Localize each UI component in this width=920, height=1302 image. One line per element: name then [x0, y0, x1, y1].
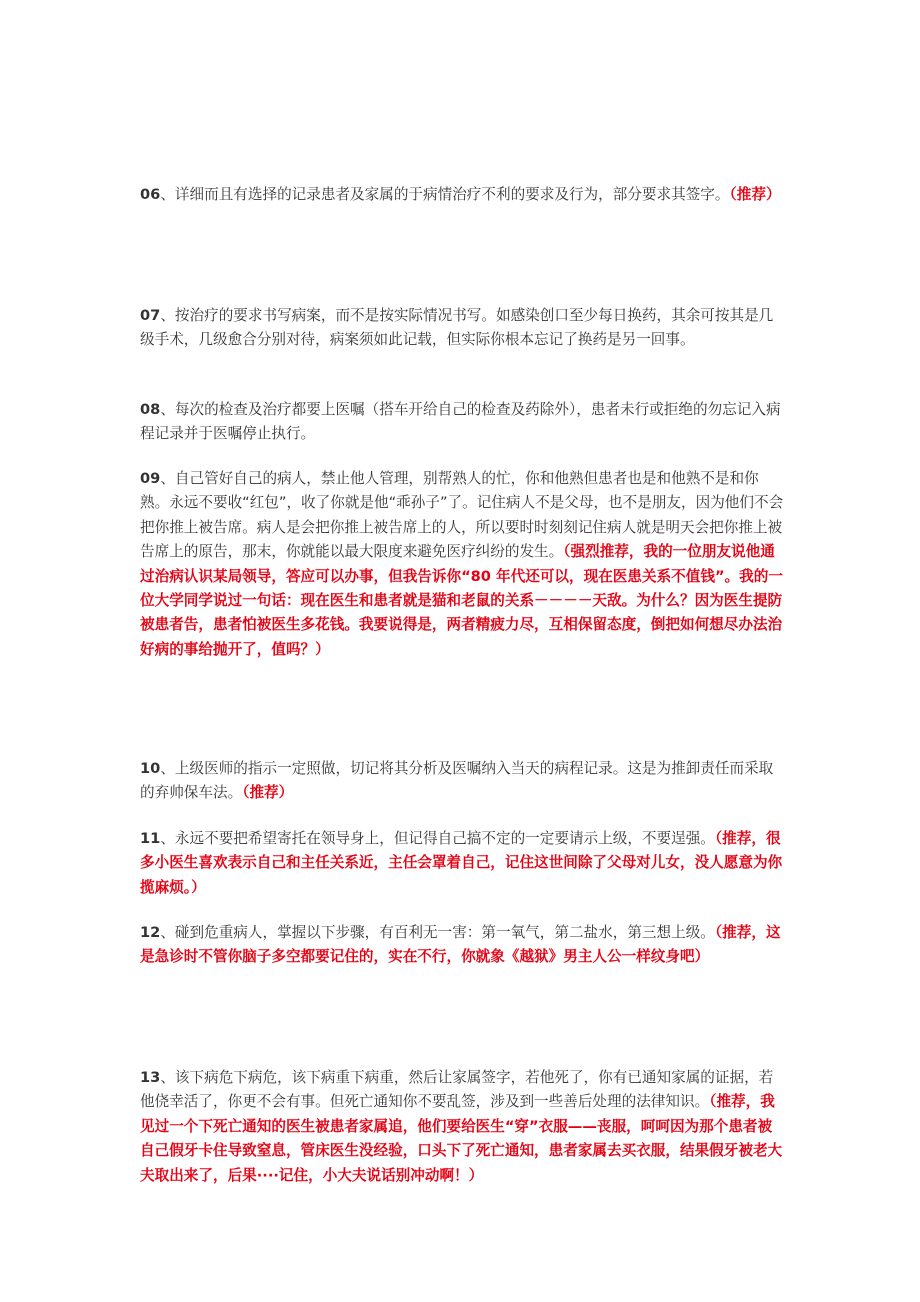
item-number: 11 — [140, 830, 161, 847]
item-note: （推荐） — [242, 784, 294, 802]
item-08 — [140, 398, 785, 447]
item-text: 、详细而且有选择的记录患者及家属的于病情治疗不利的要求及行为，部分要求其签字。 — [160, 186, 730, 203]
item-number: 08 — [140, 401, 161, 418]
item-number: 07 — [140, 307, 161, 324]
item-10 — [140, 757, 785, 806]
item-text: 、碰到危重病人，掌握以下步骤，有百利无一害：第一氧气，第二盐水，第三想上级。 — [160, 924, 715, 941]
item-number: 09 — [140, 470, 161, 487]
item-number: 06 — [140, 186, 161, 203]
item-number: 13 — [140, 1069, 161, 1086]
item-note: （强烈推荐，我的一位朋友说他通过治病认识某局领导，答应可以办事，但我告诉你“80 年代还可以，现在医患关系不值钱”。我的一位大学同学说过一句话：现在医生和患者就是猫和老鼠的关系－－－－天敌。为什么？因为医生提防被患者告，患者怕被医生多花钱。我要说得是，两者精疲力尽，互相保留态度，倒把如何想尽办法治好病的事给抛开了，值吗？） — [140, 543, 783, 658]
item-text: 、永远不要把希望寄托在领导身上，但记得自己搞不定的一定要请示上级，不要逞强。 — [160, 830, 715, 847]
item-text: 、上级医师的指示一定照做，切记将其分析及医嘱纳入当天的病程记录。这是为推卸责任而采取的弃帅保车法。 — [140, 760, 774, 802]
item-number: 10 — [140, 760, 161, 777]
item-note: （推荐，很多小医生喜欢表示自己和主任关系近，主任会罩着自己，记住这世间除了父母对儿女，没人愿意为你揽麻烦。） — [140, 830, 783, 896]
item-note: （推荐） — [729, 186, 781, 203]
item-06 — [140, 183, 785, 207]
item-13 — [140, 1066, 785, 1188]
item-09 — [140, 467, 785, 662]
item-text: 、每次的检查及治疗都要上医嘱（搭车开给自己的检查及药除外），患者未行或拒绝的勿忘记入病程记录并于医嘱停止执行。 — [140, 401, 781, 443]
item-number: 12 — [140, 924, 161, 941]
item-text: 、该下病危下病危，该下病重下病重，然后让家属签字，若他死了，你有已通知家属的证据，若他侥幸活了，你更不会有事。但死亡通知你不要乱签，涉及到一些善后处理的法律知识。 — [140, 1069, 774, 1111]
item-note: （推荐，这是急诊时不管你脑子多空都要记住的，实在不行，你就象《越狱》男主人公一样纹身吧） — [140, 924, 781, 966]
item-note: （推荐，我见过一个下死亡通知的医生被患者家属追，他们要给医生“穿”衣服——丧服，呵呵因为那个患者被自己假牙卡住导致窒息，管床医生没经验，口头下了死亡通知，患者家属去买衣服，结果假牙被老大夫取出来了，后果····记住，小大夫说话别冲动啊！） — [140, 1093, 783, 1184]
item-11 — [140, 827, 785, 900]
item-text: 、自己管好自己的病人，禁止他人管理，别帮熟人的忙，你和他熟但患者也是和他熟不是和你熟。永远不要收“红包”，收了你就是他“乖孙子”了。记住病人不是父母，也不是朋友，因为他们不会把你推上被告席。病人是会把你推上被告席上的人，所以要时时刻刻记住病人就是明天会把你推上被告席上的原告，那末，你就能以最大限度来避免医疗纠纷的发生。 — [140, 470, 784, 561]
item-07 — [140, 304, 785, 353]
item-text: 、按治疗的要求书写病案，而不是按实际情况书写。如感染创口至少每日换药，其余可按其是几级手术，几级愈合分别对待，病案须如此记载，但实际你根本忘记了换药是另一回事。 — [140, 307, 774, 349]
item-12 — [140, 921, 785, 970]
